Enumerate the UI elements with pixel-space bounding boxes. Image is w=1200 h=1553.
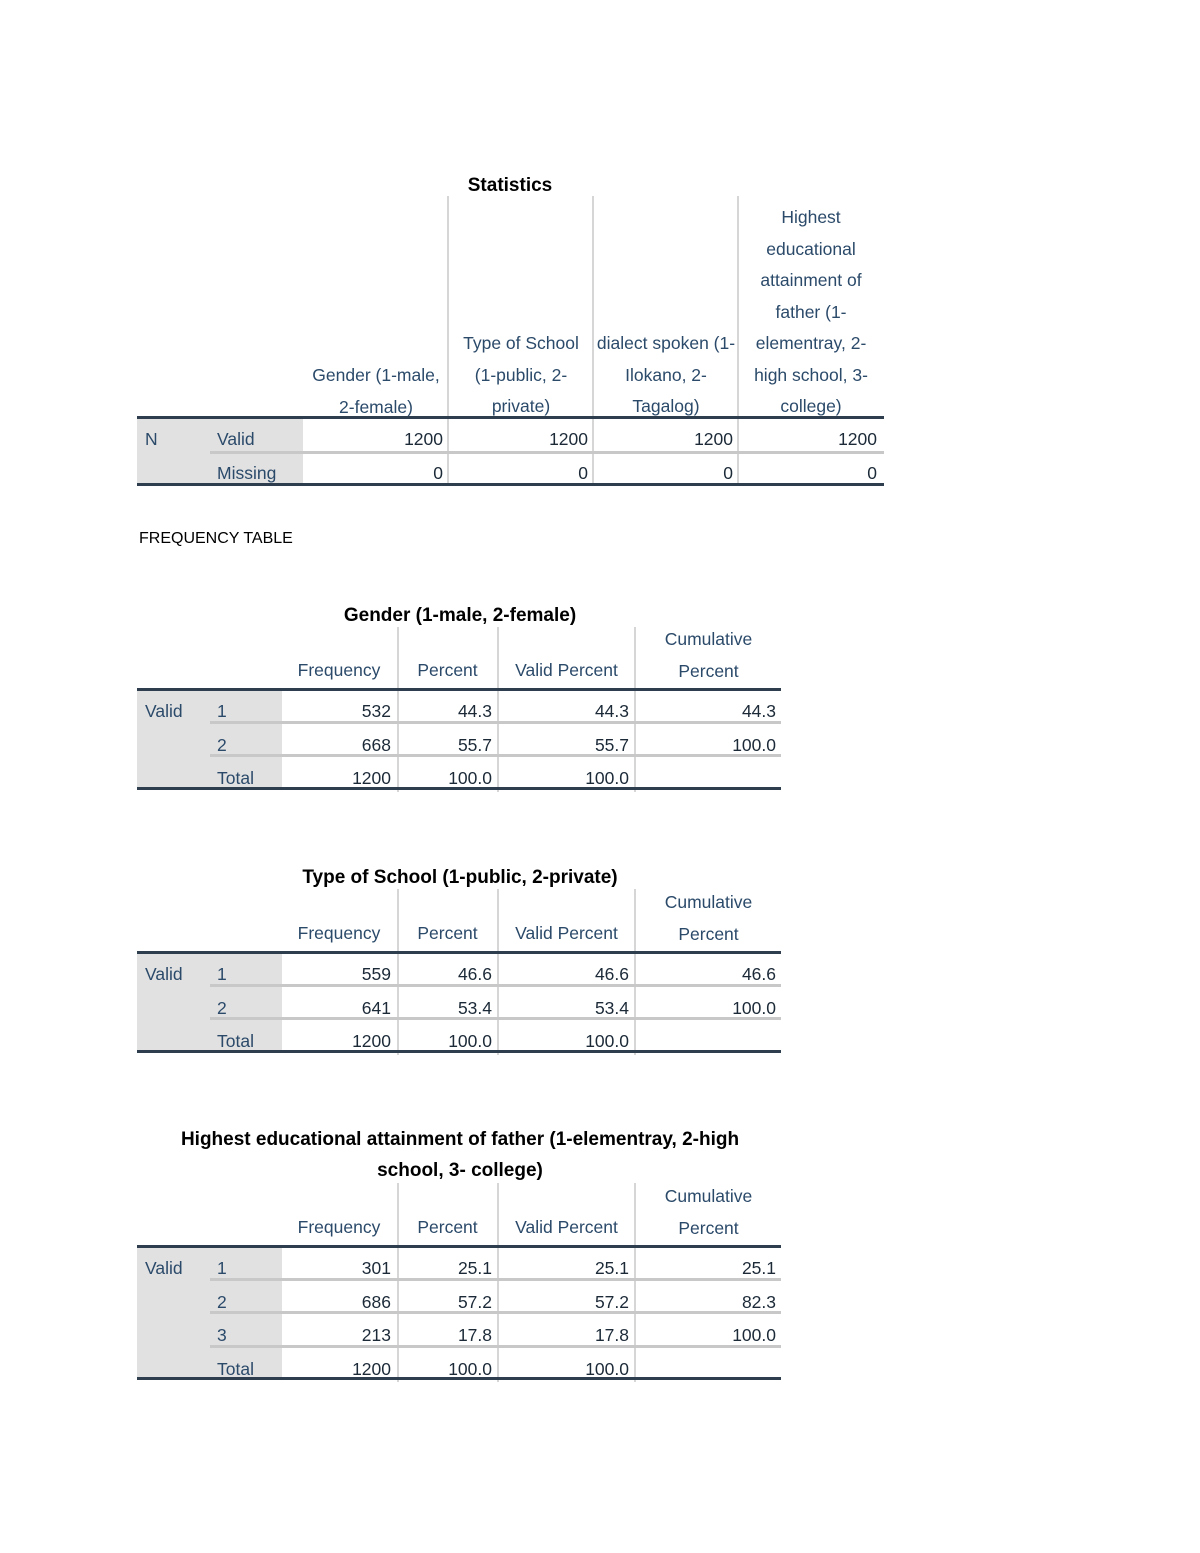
freq-row-label: Total [217,768,254,788]
freq-cell: 100.0 [448,768,492,788]
freq-cell: 82.3 [741,1291,776,1312]
freq-cell: 46.6 [594,964,629,984]
freq-row-label: 1 [217,1258,227,1278]
freq-row-label: Total [217,1031,254,1051]
stat-row-missing: Missing [217,463,277,483]
stat-header-school: Type of School (1-public, 2-private) [463,333,579,416]
freq-cell: 55.7 [457,734,492,755]
freq-cell: 1200 [352,768,391,788]
frequency-table-title: Highest educational attainment of father (1-elementray, 2-high school, 3- college) [180,1129,740,1181]
freq-cell: 53.4 [594,997,629,1018]
freq-cell: 44.3 [457,701,492,721]
freq-row-rule [210,1311,781,1314]
freq-cell: 57.2 [594,1291,629,1312]
freq-cell: 55.7 [594,734,629,755]
freq-cell: 100.0 [448,1358,492,1379]
freq-cell: 100.0 [585,1358,629,1379]
freq-cell: 53.4 [457,997,492,1018]
frequency-table-title: Type of School (1-public, 2-private) [302,867,618,888]
freq-row-rule [210,721,781,724]
freq-cell: 17.8 [594,1325,629,1345]
freq-header-rule [137,951,781,954]
stat-header-dialect: dialect spoken (1- Ilokano, 2-Tagalog) [596,333,736,416]
stat-cell: 1200 [838,429,877,449]
freq-row-group-valid: Valid [145,701,183,721]
freq-cell: 44.3 [594,701,629,721]
freq-cell: 213 [361,1325,391,1345]
stat-header-gender: Gender (1-male, 2-female) [312,365,440,417]
stat-header-father: Highest educational attainment of father (1-elementray, 2-high school, 3-college) [754,207,868,416]
stat-cell: 0 [867,463,877,483]
freq-cell: 57.2 [457,1291,492,1312]
freq-row-rule [210,1345,781,1348]
freq-cell: 559 [361,964,391,984]
freq-header-percent: Percent [417,1217,478,1237]
freq-row-label: 1 [217,964,227,984]
freq-cell: 100.0 [732,1325,776,1345]
freq-bottom-rule [137,1050,781,1053]
freq-bottom-rule [137,787,781,790]
freq-row-label: 2 [217,734,227,755]
freq-cell: 1200 [352,1358,391,1379]
freq-cell: 100.0 [732,997,776,1018]
freq-header-rule [137,1245,781,1248]
freq-row-rule [210,984,781,987]
stat-header-rule [137,416,884,419]
freq-row-group-valid: Valid [145,964,183,984]
freq-row-rule [210,1017,781,1020]
freq-cell: 100.0 [585,768,629,788]
freq-bottom-rule [137,1377,781,1380]
stat-vline [447,196,449,486]
freq-cell: 100.0 [448,1031,492,1051]
freq-header-valid-percent: Valid Percent [515,660,618,680]
freq-cell: 46.6 [457,964,492,984]
stat-cell: 1200 [549,429,588,449]
freq-cell: 46.6 [741,964,776,984]
stat-cell: 0 [723,463,733,483]
freq-header-percent: Percent [417,660,478,680]
stat-vline [592,196,594,486]
freq-cell: 25.1 [594,1258,629,1278]
freq-row-label: 3 [217,1325,227,1345]
freq-cell: 100.0 [585,1031,629,1051]
freq-header-percent: Percent [417,923,478,943]
stat-cell: 1200 [404,429,443,449]
freq-cell: 17.8 [457,1325,492,1345]
freq-cell: 532 [361,701,391,721]
statistics-title: Statistics [467,175,553,196]
stat-cell: 0 [433,463,443,483]
freq-header-valid-percent: Valid Percent [515,1217,618,1237]
frequency-table-title: Gender (1-male, 2-female) [343,605,577,626]
freq-row-label: 1 [217,701,227,721]
stat-row-valid: Valid [217,429,255,449]
freq-header-cumulative-percent: Cumulative Percent [664,1186,753,1238]
freq-cell: 1200 [352,1031,391,1051]
freq-row-label: Total [217,1358,254,1379]
stat-row-group-n: N [145,429,158,449]
stat-cell: 1200 [694,429,733,449]
freq-cell: 100.0 [732,734,776,755]
freq-header-valid-percent: Valid Percent [515,923,618,943]
freq-row-rule [210,1278,781,1281]
freq-header-cumulative-percent: Cumulative Percent [664,892,753,944]
freq-row-label: 2 [217,1291,227,1312]
stat-cell: 0 [578,463,588,483]
freq-header-rule [137,688,781,691]
freq-header-frequency: Frequency [297,923,381,943]
freq-cell: 25.1 [741,1258,776,1278]
freq-row-group-valid: Valid [145,1258,183,1278]
freq-cell: 686 [361,1291,391,1312]
freq-header-frequency: Frequency [297,1217,381,1237]
freq-header-cumulative-percent: Cumulative Percent [664,629,753,681]
stat-vline [737,196,739,486]
freq-cell: 301 [361,1258,391,1278]
freq-cell: 44.3 [741,701,776,721]
freq-row-rule [210,754,781,757]
freq-header-frequency: Frequency [297,660,381,680]
section-label: FREQUENCY TABLE [139,530,293,547]
freq-cell: 25.1 [457,1258,492,1278]
freq-cell: 641 [361,997,391,1018]
freq-cell: 668 [361,734,391,755]
freq-row-label: 2 [217,997,227,1018]
